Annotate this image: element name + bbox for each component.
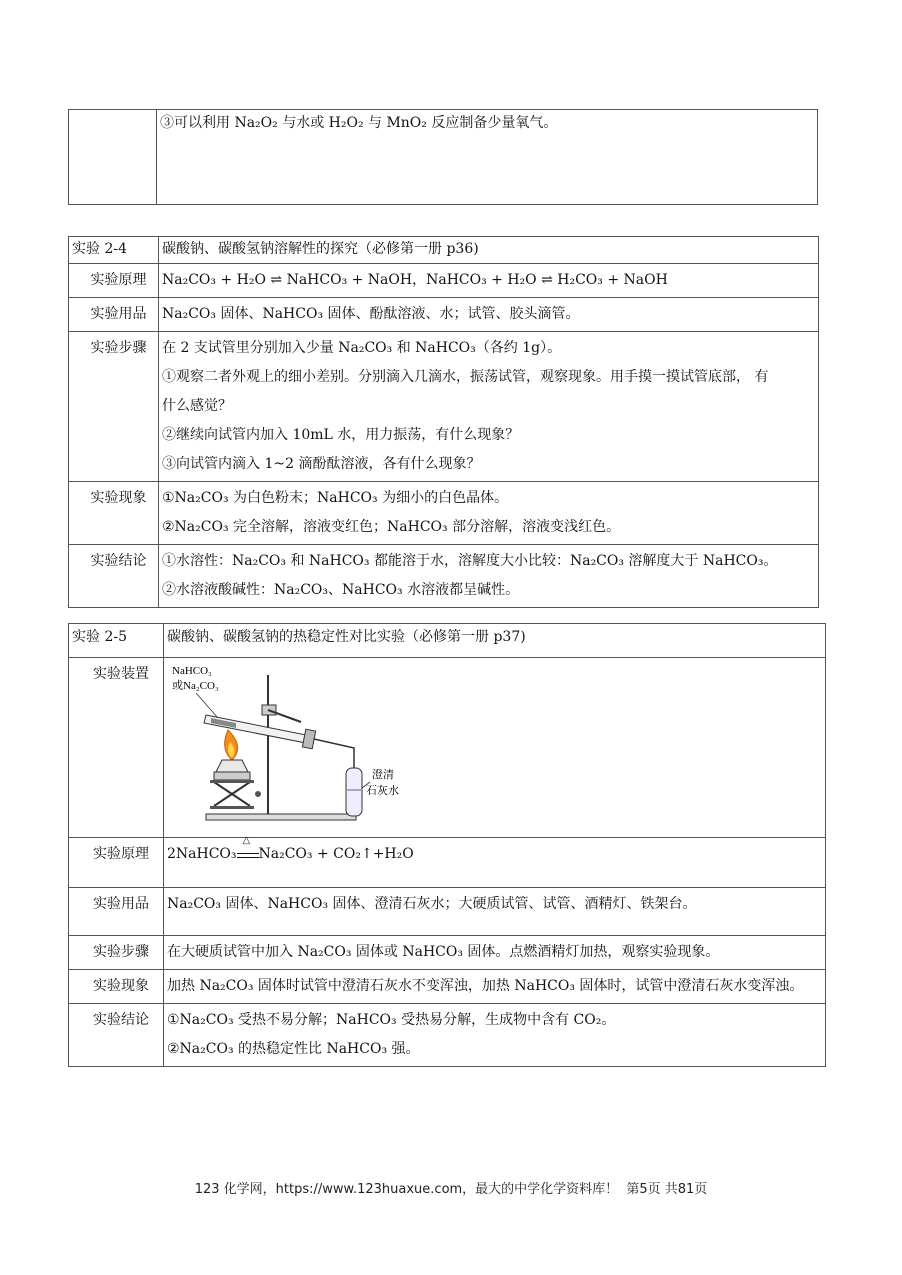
principle-label: 实验原理	[69, 838, 164, 888]
principle-cell	[164, 835, 826, 888]
content-line: Na₂CO₃ 固体、NaHCO₃ 固体、酚酞溶液、水；试管、胶头滴管。	[162, 306, 580, 322]
row-label: 实验用品	[69, 888, 164, 936]
content-line: 在 2 支试管里分别加入少量 Na₂CO₃ 和 NaHCO₃（各约 1g）。	[162, 340, 562, 356]
content-line: ②水溶液酸碱性：Na₂CO₃、NaHCO₃ 水溶液都呈碱性。	[162, 582, 520, 598]
row-label: 实验用品	[69, 298, 159, 332]
exp25-row	[69, 1004, 826, 1067]
heating-equals-sign: △	[237, 845, 259, 859]
row-content	[164, 936, 826, 970]
table-continuation	[68, 109, 818, 205]
footer-site: 123 化学网，https://www.123huaxue.com，最大的中学化学资料库！	[194, 1182, 619, 1197]
row-content	[159, 545, 819, 608]
apparatus-label: 实验装置	[69, 658, 164, 838]
content-line: ①观察二者外观上的细小差别。分别滴入几滴水，振荡试管，观察现象。用手摸一摸试管底部， 有	[162, 369, 769, 385]
exp25-row	[69, 936, 826, 970]
row-label: 实验步骤	[69, 936, 164, 970]
lime-label-1: 澄清	[372, 769, 394, 781]
row-label: 实验步骤	[69, 332, 159, 482]
row-content	[159, 482, 819, 545]
content-line: 在大硬质试管中加入 Na₂CO₃ 固体或 NaHCO₃ 固体。点燃酒精灯加热，观察实验现象。	[167, 944, 720, 960]
row-content	[164, 888, 826, 936]
exp24-row	[69, 298, 819, 332]
footer-page: 第5页 共81页	[626, 1182, 708, 1197]
row-content	[159, 298, 819, 332]
content-line: Na₂CO₃ + H₂O ⇌ NaHCO₃ + NaOH，NaHCO₃ + H₂O ⇌ H₂CO₃ + NaOH	[162, 272, 668, 288]
content-line: ①水溶性：Na₂CO₃ 和 NaHCO₃ 都能溶于水，溶解度大小比较：Na₂CO₃ 溶解度大于 NaHCO₃。	[162, 553, 778, 569]
exp24-rows	[69, 264, 819, 608]
row-content	[159, 332, 819, 482]
apparatus-cell	[164, 658, 826, 838]
content-line: ③向试管内滴入 1~2 滴酚酞溶液，各有什么现象？	[162, 456, 481, 472]
exp24-title: 碳酸钠、碳酸氢钠溶解性的探究（必修第一册 p36)	[159, 237, 819, 264]
exp24-id: 实验 2-4	[69, 237, 159, 264]
lime-label-2: 石灰水	[366, 785, 399, 797]
row-content	[159, 264, 819, 298]
content-line: ②继续向试管内加入 10mL 水，用力振荡，有什么现象？	[162, 427, 520, 443]
empty-label-cell	[69, 110, 157, 205]
principle-lhs: 2NaHCO₃	[167, 846, 237, 862]
heating-apparatus-diagram	[166, 660, 406, 830]
content-line: 什么感觉？	[162, 398, 232, 414]
note-cell	[157, 110, 818, 205]
content-line: ①Na₂CO₃ 为白色粉末；NaHCO₃ 为细小的白色晶体。	[162, 490, 509, 506]
row-label: 实验原理	[69, 264, 159, 298]
row-label: 实验现象	[69, 970, 164, 1004]
content-line: ②Na₂CO₃ 完全溶解，溶液变红色；NaHCO₃ 部分溶解，溶液变浅红色。	[162, 519, 621, 535]
content-line: ②Na₂CO₃ 的热稳定性比 NaHCO₃ 强。	[167, 1041, 420, 1057]
experiment-2-5-table	[68, 623, 826, 1067]
experiment-2-4-table	[68, 236, 819, 608]
exp25-title: 碳酸钠、碳酸氢钠的热稳定性对比实验（必修第一册 p37)	[164, 624, 826, 658]
exp25-rows	[69, 888, 826, 1067]
content-line: ①Na₂CO₃ 受热不易分解；NaHCO₃ 受热易分解，生成物中含有 CO₂。	[167, 1012, 616, 1028]
sample-label-1: NaHCO₃	[172, 665, 212, 677]
page-footer	[0, 1178, 902, 1197]
exp24-row	[69, 482, 819, 545]
principle-rhs: Na₂CO₃ + CO₂↑+H₂O	[258, 846, 414, 862]
exp24-row	[69, 264, 819, 298]
content-line: Na₂CO₃ 固体、NaHCO₃ 固体、澄清石灰水；大硬质试管、试管、酒精灯、铁架台。	[167, 896, 697, 912]
exp24-row	[69, 545, 819, 608]
exp25-row	[69, 888, 826, 936]
exp25-id: 实验 2-5	[69, 624, 164, 658]
row-content	[164, 970, 826, 1004]
row-label: 实验结论	[69, 545, 159, 608]
row-content	[164, 1004, 826, 1067]
row-label: 实验现象	[69, 482, 159, 545]
exp25-row	[69, 970, 826, 1004]
content-line: 加热 Na₂CO₃ 固体时试管中澄清石灰水不变浑浊，加热 NaHCO₃ 固体时，试管中澄清石灰水变浑浊。	[167, 978, 804, 994]
note-text: ③可以利用 Na₂O₂ 与水或 H₂O₂ 与 MnO₂ 反应制备少量氧气。	[160, 115, 558, 131]
row-label: 实验结论	[69, 1004, 164, 1067]
sample-label-2: 或Na₂CO₃	[172, 680, 219, 692]
exp24-row	[69, 332, 819, 482]
